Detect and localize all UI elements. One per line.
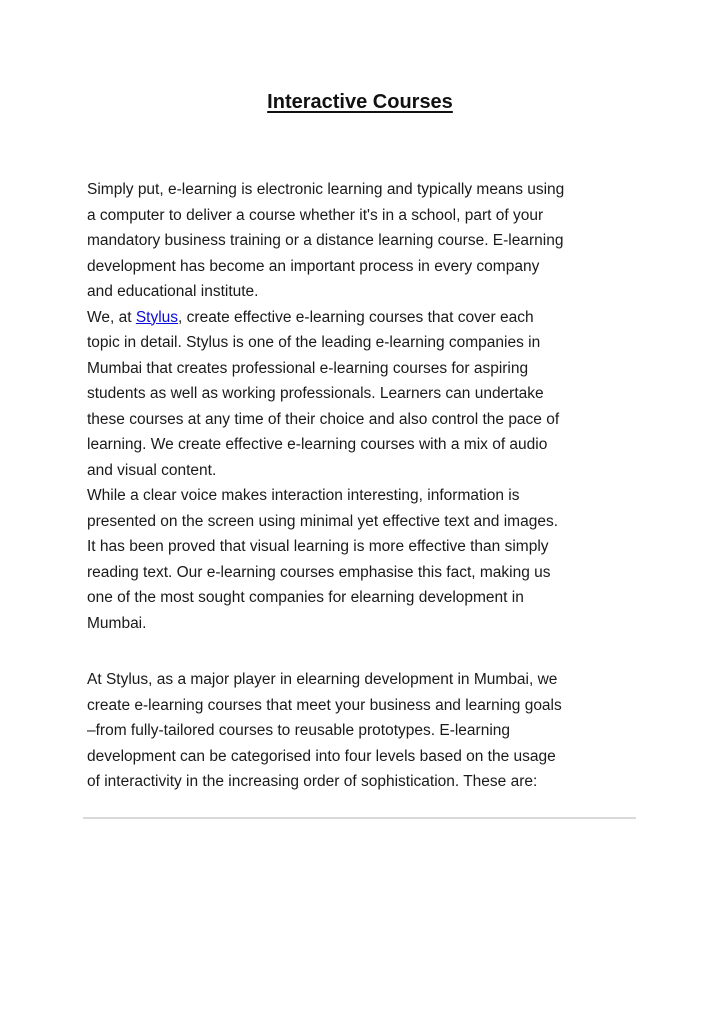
text-line: Mumbai. xyxy=(87,614,147,632)
stylus-link[interactable]: Stylus xyxy=(135,308,179,326)
paragraph-spacer xyxy=(87,636,636,667)
text-line: While a clear voice makes interaction interesting, information is xyxy=(87,487,520,504)
text-line: students as well as working professionals. Learners can undertake xyxy=(87,385,544,402)
paragraph-four-levels xyxy=(87,667,636,795)
text-line: learning. We create effective e-learning courses with a mix of audio xyxy=(87,436,548,453)
text-line: development has become an important process in every company xyxy=(87,257,540,275)
text-line: create e-learning courses that meet your business and learning goals xyxy=(87,696,562,714)
text-line: and educational institute. xyxy=(87,283,259,300)
text-line: topic in detail. Stylus is one of the leading e-learning companies in xyxy=(87,334,541,351)
text-line: a computer to deliver a course whether it's in a school, part of your xyxy=(87,206,544,224)
text-line: Simply put, e-learning is electronic learning and typically means using xyxy=(87,181,565,198)
horizontal-rule xyxy=(83,817,636,819)
text-segment: , create effective e-learning courses that cover each xyxy=(178,308,534,326)
text-line: one of the most sought companies for elearning development in xyxy=(87,589,524,606)
text-line: It has been proved that visual learning is more effective than simply xyxy=(87,538,549,555)
text-line: of interactivity in the increasing order of sophistication. These are: xyxy=(87,773,538,790)
text-line: presented on the screen using minimal yet effective text and images. xyxy=(87,512,559,530)
text-line: At Stylus, as a major player in elearning development in Mumbai, we xyxy=(87,671,558,688)
text-line: –from fully-tailored courses to reusable prototypes. E-learning xyxy=(87,722,511,739)
paragraph-stylus xyxy=(87,305,636,484)
document-body xyxy=(87,177,636,819)
paragraph-visual-learning xyxy=(87,483,636,636)
text-line: and visual content. xyxy=(87,461,217,479)
text-line xyxy=(87,305,636,331)
text-line: Mumbai that creates professional e-learning courses for aspiring xyxy=(87,359,529,377)
text-line: reading text. Our e-learning courses emphasise this fact, making us xyxy=(87,563,551,581)
page-title: Interactive Courses xyxy=(267,91,453,113)
text-line: mandatory business training or a distance learning course. E-learning xyxy=(87,232,564,249)
text-segment: We, at xyxy=(87,308,136,326)
paragraph-intro xyxy=(87,177,636,305)
text-line: development can be categorised into four levels based on the usage xyxy=(87,747,556,765)
text-line: these courses at any time of their choice and also control the pace of xyxy=(87,410,560,428)
